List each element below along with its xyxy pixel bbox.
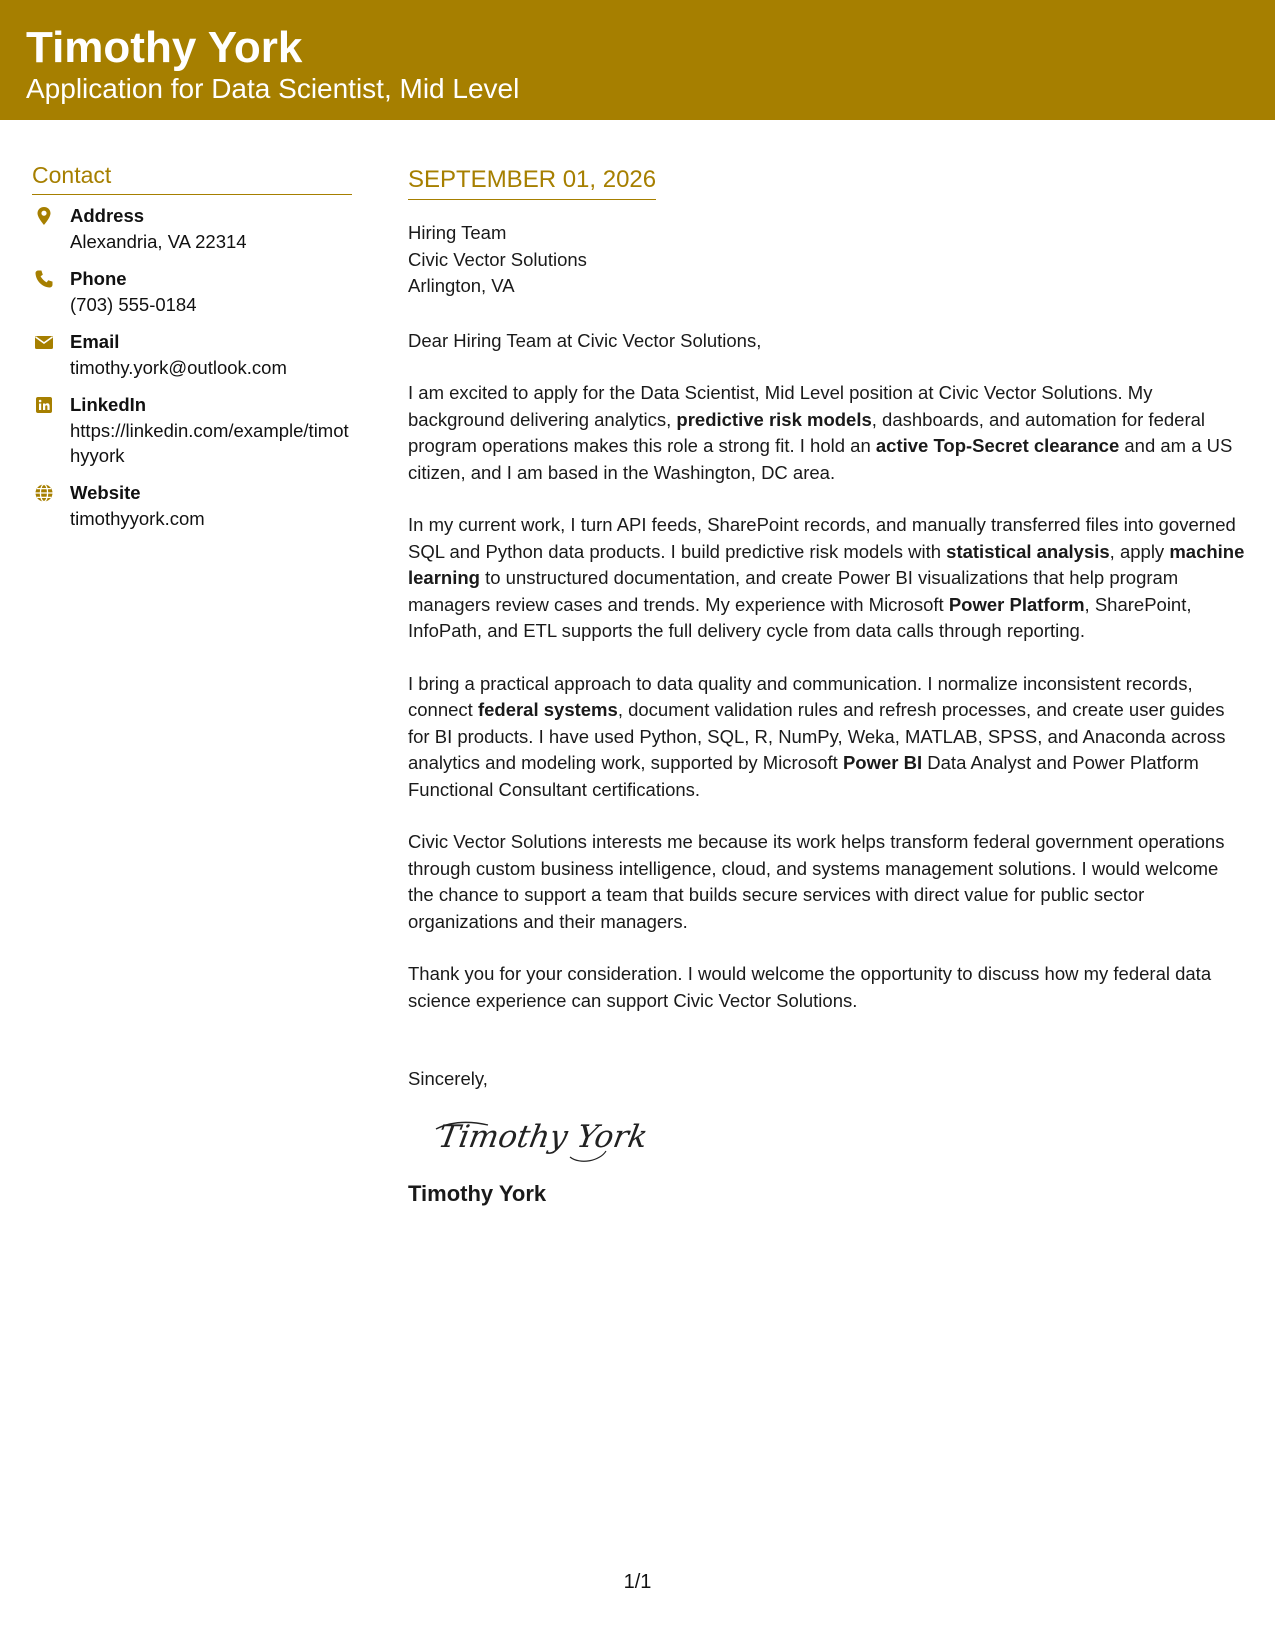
contact-value-phone: (703) 555-0184 [70,294,197,315]
text-run: Data Analyst and Power Platform Functional Consultant certifications. [408,752,1199,800]
bold-phrase: federal systems [477,699,618,720]
bold-phrase: Power Platform [948,593,1085,615]
contact-value-linkedin[interactable]: https://linkedin.com/example/timothyyork [70,420,349,466]
text-run: , dashboards, and automation for federal program operations makes this role a strong fit. I hold an [408,408,1205,456]
recipient-block [408,220,1248,300]
contact-label-phone: Phone [70,268,127,289]
contact-item-phone [32,266,352,317]
letter-closing: Sincerely, [408,1068,488,1089]
text-run: I bring a practical approach to data quality and communication. I normalize inconsistent records, connect [408,672,1193,720]
text-run: I am excited to apply for the Data Scientist, Mid Level position at Civic Vector Solutions. My background delivering analytics, [408,382,1153,430]
text-run: and am a US citizen, and I am based in the Washington, DC area. [408,435,1233,483]
letter-body [408,164,1248,1209]
contact-section-title: Contact [32,160,352,195]
linkedin-icon [34,395,54,415]
text-run: Thank you for your consideration. I would welcome the opportunity to discuss how my federal data science experience can support Civic Vector Solutions. [408,963,1212,1011]
contact-sidebar [32,160,352,543]
letter-paragraph [408,512,1248,645]
contact-item-email [32,329,352,380]
signed-name: Timothy York [408,1180,547,1206]
contact-value-email[interactable]: timothy.york@outlook.com [70,357,287,378]
contact-item-address [32,203,352,254]
contact-label-address: Address [70,205,145,226]
bold-phrase: machine learning [408,540,1245,588]
letter-paragraph [408,961,1248,1014]
contact-value-address: Alexandria, VA 22314 [70,231,247,252]
bold-phrase: Power BI [842,752,923,773]
letter-paragraph [408,380,1248,486]
bold-phrase: active Top-Secret clearance [875,435,1120,456]
application-subtitle: Application for Data Scientist, Mid Level [26,73,520,104]
text-run: , document validation rules and refresh processes, and create user guides for BI products. I have used Python, SQL, R, NumPy, Weka, MATLAB, SPSS, and Anaconda across analytics and modeling work, supported by Microsoft [408,699,1226,773]
text-run: to unstructured documentation, and create Power BI visualizations that help program managers review cases and trends. My experience with Microsoft [408,567,1179,615]
contact-label-linkedin: LinkedIn [70,394,147,415]
recipient-line: Arlington, VA [408,275,515,296]
page-number: 1/1 [623,1571,652,1593]
globe-icon [34,483,54,503]
phone-icon [34,269,54,289]
applicant-name: Timothy York [26,23,303,72]
letter-paragraph [408,671,1248,804]
recipient-line: Civic Vector Solutions [408,248,587,270]
envelope-icon [34,332,54,352]
page-header [0,0,1275,120]
handwritten-signature [430,1107,670,1167]
text-run: , SharePoint, InfoPath, and ETL supports the full delivery cycle from data calls through reporting. [408,593,1192,641]
letter-paragraph [408,829,1248,935]
text-run: , apply [1109,540,1170,562]
recipient-line: Hiring Team [408,222,507,243]
contact-label-website: Website [70,482,141,503]
contact-list [32,203,352,531]
letter-greeting: Dear Hiring Team at Civic Vector Solutions, [408,329,762,351]
text-run: In my current work, I turn API feeds, SharePoint records, and manually transferred files into governed SQL and Python data products. I build predictive risk models with [408,514,1236,562]
contact-label-email: Email [70,331,120,352]
letter-date: SEPTEMBER 01, 2026 [408,164,656,200]
map-pin-icon [34,206,54,226]
bold-phrase: predictive risk models [676,408,872,430]
contact-item-linkedin [32,392,352,468]
contact-value-website[interactable]: timothyyork.com [70,508,205,529]
bold-phrase: statistical analysis [946,540,1110,562]
svg-text:Timothy York: Timothy York [435,1118,651,1155]
text-run: Civic Vector Solutions interests me because its work helps transform federal government operations through custom business intelligence, cloud, and systems management solutions. I would welcome the chance to support a team that builds secure services with direct value for public sector organizations and their managers. [408,831,1225,932]
contact-item-website [32,480,352,531]
